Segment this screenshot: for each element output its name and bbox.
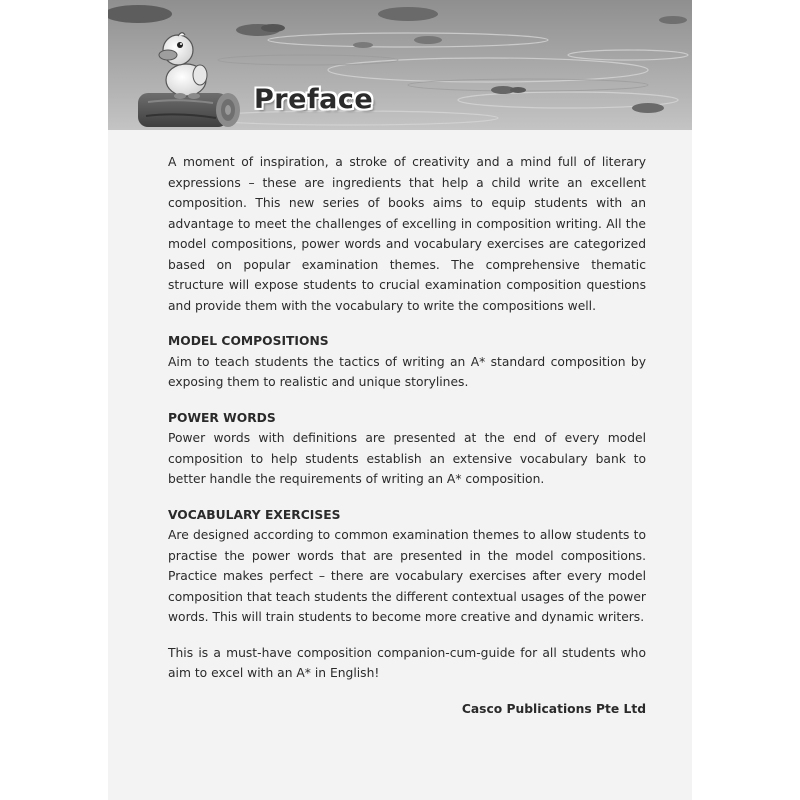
section-model-compositions (168, 331, 646, 393)
section-body: Are designed according to common examination themes to allow students to practise the power words that are presented in the model compositions. Practice makes perfect – there are vocabulary exercises after every model composition that teach students the different contextual usages of the power words. This will train students to become more creative and dynamic writers. (168, 528, 646, 624)
header-banner (108, 0, 692, 130)
page-title: Preface (254, 84, 374, 115)
pond-illustration (108, 0, 692, 130)
section-heading: POWER WORDS (168, 410, 276, 425)
section-power-words (168, 408, 646, 490)
publisher-signature: Casco Publications Pte Ltd (461, 701, 646, 716)
section-heading: MODEL COMPOSITIONS (168, 334, 329, 348)
log-shape (138, 93, 240, 127)
section-body: Power words with definitions are presented at the end of every model composition to help students establish an extensive vocabulary bank to better handle the requirements of writing an A* composition. (168, 431, 646, 486)
book-page (108, 0, 692, 800)
section-body: Aim to teach students the tactics of writing an A* standard composition by exposing them to realistic and unique storylines. (168, 354, 646, 389)
intro-paragraph: A moment of inspiration, a stroke of creativity and a mind full of literary expressions – these are ingredients that help a child write an excellent composition. This new series of books aims to equip students with an advantage to meet the challenges of excelling in composition writing. All the model compositions, power words and vocabulary exercises are categorized based on popular examination themes. The comprehensive thematic structure will expose students to crucial examination composition questions and provide them with the vocabulary to write the compositions well. (168, 155, 646, 313)
preface-content (168, 152, 646, 719)
section-vocabulary-exercises (168, 505, 646, 628)
closing-paragraph: This is a must-have composition companion-cum-guide for all students who aim to excel with an A* in English! (168, 645, 646, 680)
section-heading: VOCABULARY EXERCISES (168, 507, 341, 522)
